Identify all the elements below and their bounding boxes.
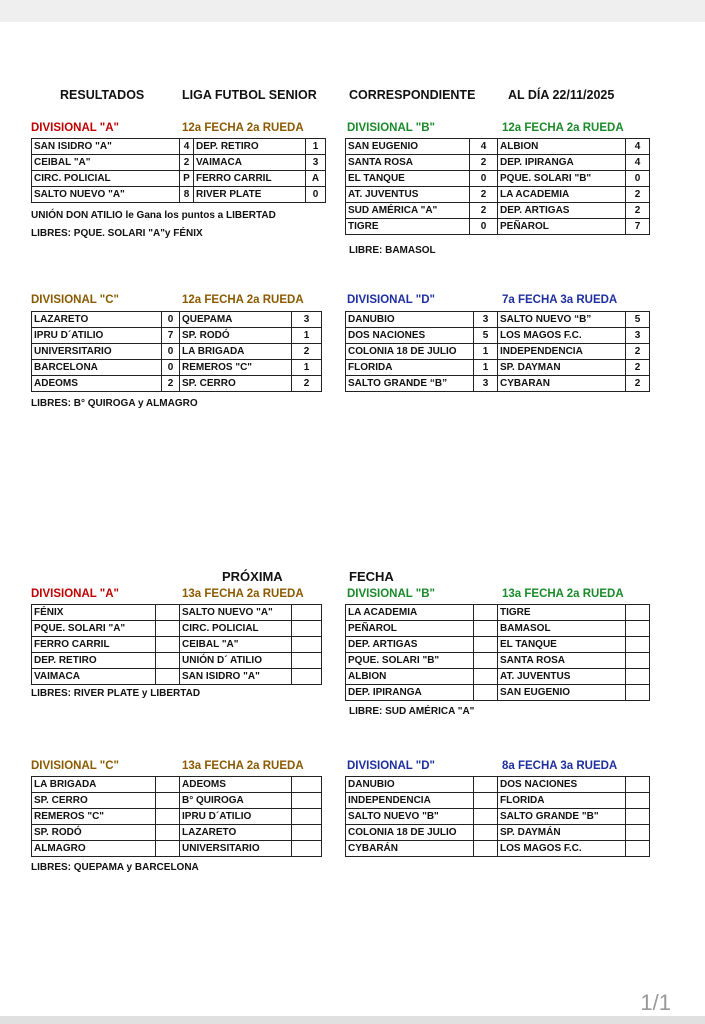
- team-cell: SAN ISIDRO "A": [32, 139, 180, 155]
- header-liga: LIGA FUTBOL SENIOR: [182, 88, 317, 102]
- score-cell: [474, 777, 498, 793]
- score-cell: [626, 685, 650, 701]
- score-cell: [626, 653, 650, 669]
- team-cell: SP. RODÓ: [180, 328, 292, 344]
- table-row: [346, 219, 650, 235]
- table-row: [32, 809, 322, 825]
- team-cell: SAN EUGENIO: [346, 139, 470, 155]
- table-row: [32, 777, 322, 793]
- score-cell: [292, 605, 322, 621]
- team-cell: SANTA ROSA: [498, 653, 626, 669]
- team-cell: SP. CERRO: [180, 376, 292, 392]
- score-cell: 2: [470, 155, 498, 171]
- team-cell: LAZARETO: [180, 825, 292, 841]
- score-cell: [156, 777, 180, 793]
- team-cell: UNIVERSITARIO: [180, 841, 292, 857]
- score-cell: [474, 793, 498, 809]
- team-cell: VAIMACA: [194, 155, 306, 171]
- fixtures-table: [345, 604, 650, 701]
- team-cell: TIGRE: [498, 605, 626, 621]
- table-row: [32, 637, 322, 653]
- header-correspondiente: CORRESPONDIENTE: [349, 88, 476, 102]
- team-cell: DANUBIO: [346, 312, 474, 328]
- table-row: [32, 621, 322, 637]
- team-cell: VAIMACA: [32, 669, 156, 685]
- score-cell: [156, 653, 180, 669]
- score-cell: 0: [162, 344, 180, 360]
- team-cell: DEP. ARTIGAS: [346, 637, 474, 653]
- fixtures-table: [345, 776, 650, 857]
- team-cell: AT. JUVENTUS: [346, 187, 470, 203]
- fecha-title: 8a FECHA 3a RUEDA: [502, 760, 618, 772]
- team-cell: SP. RODÓ: [32, 825, 156, 841]
- team-cell: FÉNIX: [32, 605, 156, 621]
- team-cell: IPRU D´ATILIO: [32, 328, 162, 344]
- score-cell: 3: [292, 312, 322, 328]
- team-cell: EL TANQUE: [498, 637, 626, 653]
- table-row: [346, 841, 650, 857]
- table-row: [32, 155, 326, 171]
- team-cell: QUEPAMA: [180, 312, 292, 328]
- note: LIBRES: B° QUIROGA y ALMAGRO: [31, 398, 198, 409]
- team-cell: SAN EUGENIO: [498, 685, 626, 701]
- score-cell: 2: [626, 376, 650, 392]
- team-cell: SALTO NUEVO “B”: [498, 312, 626, 328]
- score-cell: [292, 825, 322, 841]
- scrollbar-track[interactable]: [0, 1016, 705, 1024]
- table-row: [346, 637, 650, 653]
- note: LIBRES: RIVER PLATE y LIBERTAD: [31, 688, 201, 699]
- table-row: [32, 376, 322, 392]
- fecha-title: 13a FECHA 2a RUEDA: [182, 760, 304, 772]
- table-row: [346, 344, 650, 360]
- division-title: DIVISIONAL "B": [347, 588, 436, 600]
- team-cell: CYBARAN: [498, 376, 626, 392]
- score-cell: [626, 793, 650, 809]
- table-row: [32, 605, 322, 621]
- team-cell: UNIVERSITARIO: [32, 344, 162, 360]
- fecha-title: 7a FECHA 3a RUEDA: [502, 294, 618, 306]
- score-cell: 2: [180, 155, 194, 171]
- note: LIBRE: BAMASOL: [349, 245, 436, 256]
- team-cell: B° QUIROGA: [180, 793, 292, 809]
- table-row: [346, 328, 650, 344]
- fecha-title: 12a FECHA 2a RUEDA: [502, 122, 624, 134]
- score-cell: [292, 637, 322, 653]
- team-cell: FERRO CARRIL: [32, 637, 156, 653]
- score-cell: 4: [180, 139, 194, 155]
- score-cell: 2: [470, 187, 498, 203]
- score-cell: [626, 621, 650, 637]
- results-table: [345, 311, 650, 392]
- score-cell: [626, 637, 650, 653]
- score-cell: 2: [292, 344, 322, 360]
- note: UNIÓN DON ATILIO le Gana los puntos a LIBERTAD: [31, 210, 276, 221]
- score-cell: 0: [162, 312, 180, 328]
- score-cell: [156, 637, 180, 653]
- division-title: DIVISIONAL "B": [347, 122, 436, 134]
- score-cell: [156, 605, 180, 621]
- team-cell: FLORIDA: [346, 360, 474, 376]
- score-cell: [156, 621, 180, 637]
- score-cell: 5: [626, 312, 650, 328]
- table-row: [346, 777, 650, 793]
- score-cell: [474, 605, 498, 621]
- score-cell: 1: [306, 139, 326, 155]
- team-cell: ADEOMS: [180, 777, 292, 793]
- team-cell: LA ACADEMIA: [498, 187, 626, 203]
- team-cell: DOS NACIONES: [498, 777, 626, 793]
- header-fecha: AL DÍA 22/11/2025: [508, 88, 615, 102]
- score-cell: 2: [470, 203, 498, 219]
- score-cell: P: [180, 171, 194, 187]
- table-row: [346, 825, 650, 841]
- team-cell: DEP. RETIRO: [194, 139, 306, 155]
- team-cell: DEP. IPIRANGA: [498, 155, 626, 171]
- team-cell: EL TANQUE: [346, 171, 470, 187]
- score-cell: 1: [474, 360, 498, 376]
- team-cell: PQUE. SOLARI "A": [32, 621, 156, 637]
- score-cell: 0: [306, 187, 326, 203]
- team-cell: CIRC. POLICIAL: [180, 621, 292, 637]
- division-title: DIVISIONAL "D": [347, 760, 436, 772]
- table-row: [346, 155, 650, 171]
- score-cell: 1: [292, 360, 322, 376]
- score-cell: 2: [626, 187, 650, 203]
- score-cell: 0: [626, 171, 650, 187]
- team-cell: LA BRIGADA: [32, 777, 156, 793]
- team-cell: AT. JUVENTUS: [498, 669, 626, 685]
- table-row: [346, 187, 650, 203]
- score-cell: 5: [474, 328, 498, 344]
- score-cell: [292, 841, 322, 857]
- score-cell: [474, 825, 498, 841]
- score-cell: 0: [470, 171, 498, 187]
- team-cell: PEÑAROL: [346, 621, 474, 637]
- note: LIBRE: SUD AMÉRICA "A": [349, 706, 475, 717]
- score-cell: [626, 669, 650, 685]
- score-cell: 7: [162, 328, 180, 344]
- score-cell: 3: [474, 312, 498, 328]
- score-cell: 2: [292, 376, 322, 392]
- team-cell: SALTO GRANDE "B": [498, 809, 626, 825]
- team-cell: LA BRIGADA: [180, 344, 292, 360]
- fecha-title: 13a FECHA 2a RUEDA: [182, 588, 304, 600]
- page-number: 1/1: [640, 990, 671, 1015]
- team-cell: LA ACADEMIA: [346, 605, 474, 621]
- score-cell: 0: [162, 360, 180, 376]
- team-cell: DOS NACIONES: [346, 328, 474, 344]
- table-row: [32, 312, 322, 328]
- team-cell: BAMASOL: [498, 621, 626, 637]
- team-cell: SP. CERRO: [32, 793, 156, 809]
- score-cell: 2: [626, 203, 650, 219]
- results-table: [345, 138, 650, 235]
- team-cell: PQUE. SOLARI "B": [498, 171, 626, 187]
- score-cell: [292, 793, 322, 809]
- team-cell: INDEPENDENCIA: [498, 344, 626, 360]
- score-cell: [156, 825, 180, 841]
- table-row: [32, 825, 322, 841]
- table-row: [32, 171, 326, 187]
- results-table: [31, 311, 322, 392]
- score-cell: [474, 621, 498, 637]
- team-cell: BARCELONA: [32, 360, 162, 376]
- score-cell: [156, 809, 180, 825]
- team-cell: ADEOMS: [32, 376, 162, 392]
- team-cell: COLONIA 18 DE JULIO: [346, 344, 474, 360]
- score-cell: [626, 809, 650, 825]
- score-cell: 7: [626, 219, 650, 235]
- proxima-label: PRÓXIMA: [222, 569, 283, 584]
- score-cell: [474, 637, 498, 653]
- fecha-label: FECHA: [349, 569, 394, 584]
- fecha-title: 12a FECHA 2a RUEDA: [182, 294, 304, 306]
- header-resultados: RESULTADOS: [60, 88, 145, 102]
- score-cell: [292, 809, 322, 825]
- score-cell: [626, 841, 650, 857]
- table-row: [346, 809, 650, 825]
- table-row: [346, 312, 650, 328]
- team-cell: LOS MAGOS F.C.: [498, 328, 626, 344]
- table-row: [346, 621, 650, 637]
- table-row: [32, 841, 322, 857]
- score-cell: [474, 841, 498, 857]
- results-table: [31, 138, 326, 203]
- team-cell: SAN ISIDRO "A": [180, 669, 292, 685]
- table-row: [32, 360, 322, 376]
- score-cell: [474, 653, 498, 669]
- team-cell: SUD AMÉRICA "A": [346, 203, 470, 219]
- team-cell: UNIÓN D´ ATILIO: [180, 653, 292, 669]
- score-cell: 4: [470, 139, 498, 155]
- table-row: [346, 376, 650, 392]
- team-cell: DEP. ARTIGAS: [498, 203, 626, 219]
- table-row: [32, 793, 322, 809]
- team-cell: CEIBAL "A": [180, 637, 292, 653]
- division-title: DIVISIONAL "A": [31, 588, 120, 600]
- note: LIBRES: PQUE. SOLARI "A"y FÉNIX: [31, 228, 203, 239]
- team-cell: DANUBIO: [346, 777, 474, 793]
- team-cell: CEIBAL "A": [32, 155, 180, 171]
- table-row: [346, 685, 650, 701]
- score-cell: [292, 653, 322, 669]
- table-row: [346, 605, 650, 621]
- document-page: [0, 22, 705, 1016]
- team-cell: SALTO NUEVO "A": [180, 605, 292, 621]
- team-cell: CIRC. POLICIAL: [32, 171, 180, 187]
- score-cell: [156, 669, 180, 685]
- fixtures-table: [31, 604, 322, 685]
- table-row: [32, 328, 322, 344]
- division-title: DIVISIONAL "C": [31, 760, 120, 772]
- team-cell: COLONIA 18 DE JULIO: [346, 825, 474, 841]
- score-cell: [292, 669, 322, 685]
- team-cell: PQUE. SOLARI "B": [346, 653, 474, 669]
- score-cell: [474, 809, 498, 825]
- score-cell: [474, 669, 498, 685]
- score-cell: 2: [162, 376, 180, 392]
- team-cell: LAZARETO: [32, 312, 162, 328]
- score-cell: [292, 777, 322, 793]
- team-cell: DEP. IPIRANGA: [346, 685, 474, 701]
- score-cell: [626, 777, 650, 793]
- fecha-title: 12a FECHA 2a RUEDA: [182, 122, 304, 134]
- team-cell: ALMAGRO: [32, 841, 156, 857]
- table-row: [32, 139, 326, 155]
- division-title: DIVISIONAL "C": [31, 294, 120, 306]
- score-cell: 1: [474, 344, 498, 360]
- score-cell: [156, 841, 180, 857]
- team-cell: SALTO NUEVO "A": [32, 187, 180, 203]
- note: LIBRES: QUEPAMA y BARCELONA: [31, 862, 199, 873]
- score-cell: 2: [626, 344, 650, 360]
- team-cell: CYBARÁN: [346, 841, 474, 857]
- team-cell: REMEROS "C": [180, 360, 292, 376]
- team-cell: RIVER PLATE: [194, 187, 306, 203]
- table-row: [346, 171, 650, 187]
- fecha-title: 13a FECHA 2a RUEDA: [502, 588, 624, 600]
- division-title: DIVISIONAL "A": [31, 122, 120, 134]
- score-cell: 3: [626, 328, 650, 344]
- score-cell: 2: [626, 360, 650, 376]
- score-cell: 0: [470, 219, 498, 235]
- team-cell: TIGRE: [346, 219, 470, 235]
- team-cell: PEÑAROL: [498, 219, 626, 235]
- team-cell: SP. DAYMÁN: [498, 825, 626, 841]
- score-cell: [626, 825, 650, 841]
- table-row: [346, 139, 650, 155]
- team-cell: IPRU D´ATILIO: [180, 809, 292, 825]
- score-cell: 8: [180, 187, 194, 203]
- team-cell: DEP. RETIRO: [32, 653, 156, 669]
- table-row: [346, 669, 650, 685]
- table-row: [32, 187, 326, 203]
- team-cell: REMEROS "C": [32, 809, 156, 825]
- team-cell: SANTA ROSA: [346, 155, 470, 171]
- score-cell: [474, 685, 498, 701]
- table-row: [346, 653, 650, 669]
- team-cell: FLORIDA: [498, 793, 626, 809]
- division-title: DIVISIONAL "D": [347, 294, 436, 306]
- table-row: [32, 653, 322, 669]
- score-cell: 1: [292, 328, 322, 344]
- score-cell: [156, 793, 180, 809]
- score-cell: 4: [626, 139, 650, 155]
- table-row: [346, 203, 650, 219]
- score-cell: 3: [474, 376, 498, 392]
- team-cell: INDEPENDENCIA: [346, 793, 474, 809]
- score-cell: A: [306, 171, 326, 187]
- table-row: [32, 669, 322, 685]
- score-cell: 3: [306, 155, 326, 171]
- team-cell: FERRO CARRIL: [194, 171, 306, 187]
- fixtures-table: [31, 776, 322, 857]
- score-cell: [292, 621, 322, 637]
- team-cell: ALBION: [346, 669, 474, 685]
- score-cell: [626, 605, 650, 621]
- team-cell: SALTO GRANDE “B”: [346, 376, 474, 392]
- team-cell: SP. DAYMAN: [498, 360, 626, 376]
- team-cell: LOS MAGOS F.C.: [498, 841, 626, 857]
- team-cell: SALTO NUEVO "B": [346, 809, 474, 825]
- team-cell: ALBION: [498, 139, 626, 155]
- table-row: [346, 793, 650, 809]
- score-cell: 4: [626, 155, 650, 171]
- table-row: [346, 360, 650, 376]
- table-row: [32, 344, 322, 360]
